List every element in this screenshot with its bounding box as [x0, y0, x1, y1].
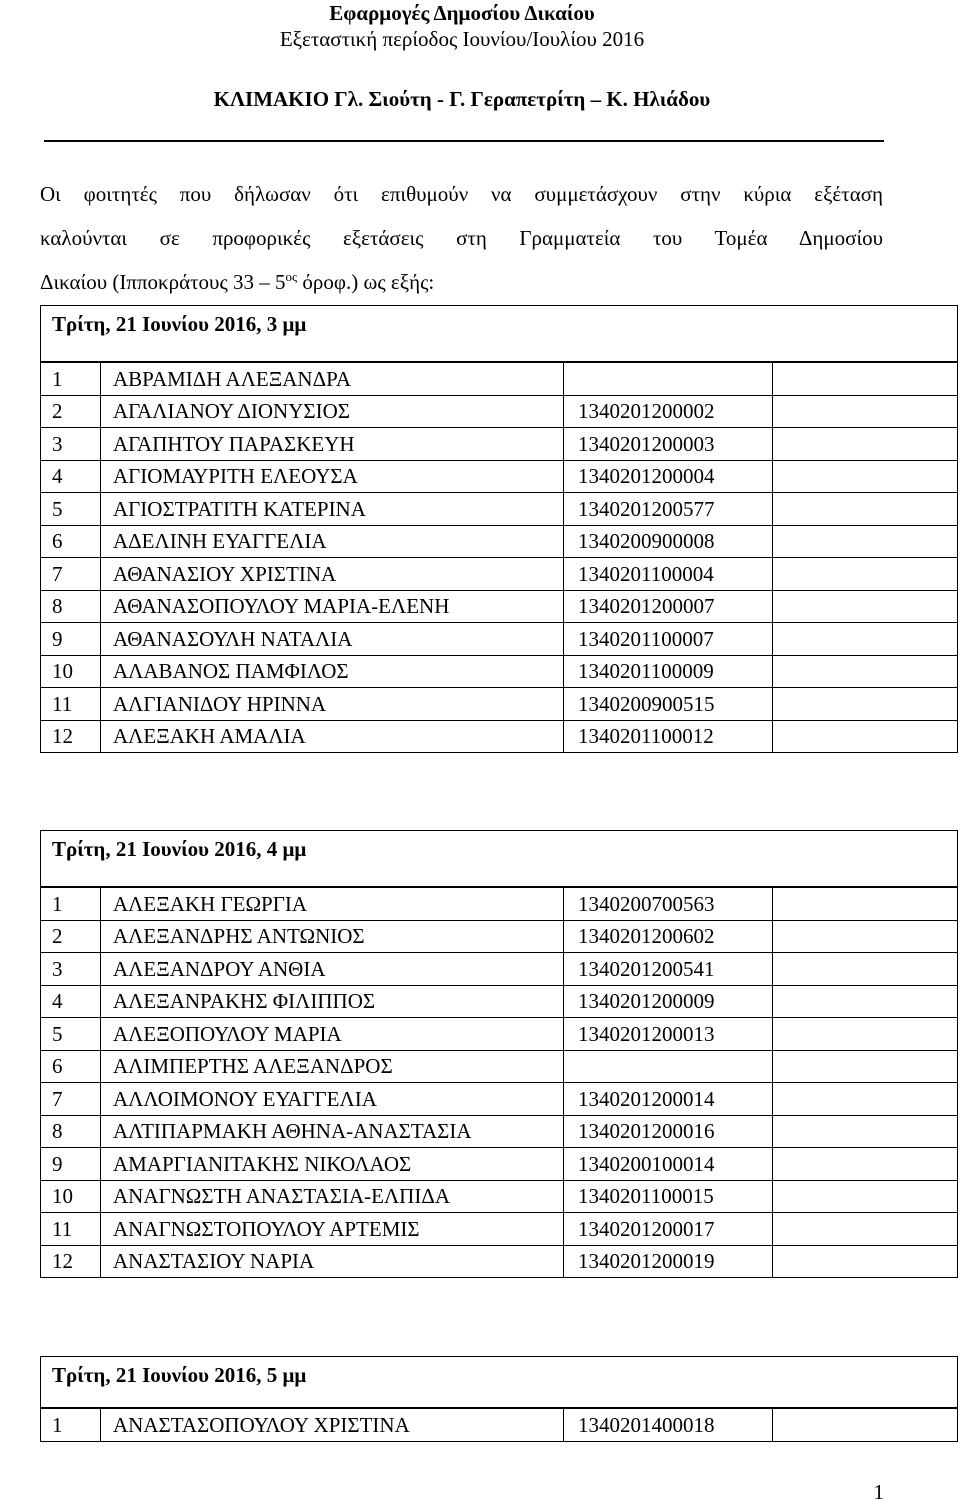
header-divider: [44, 140, 884, 142]
student-id: 1340201200577: [564, 493, 773, 526]
student-id: [564, 1050, 773, 1083]
row-number: 8: [41, 590, 101, 623]
student-id: 1340200100014: [564, 1148, 773, 1181]
row-number: 11: [41, 1213, 101, 1246]
student-id: [564, 363, 773, 396]
empty-cell: [773, 558, 958, 591]
row-number: 9: [41, 623, 101, 656]
row-number: 6: [41, 525, 101, 558]
empty-cell: [773, 1409, 958, 1442]
table-row: [41, 985, 958, 1018]
row-number: 6: [41, 1050, 101, 1083]
table-row: [41, 888, 958, 921]
student-name: ΑΘΑΝΑΣΟΠΟΥΛΟΥ ΜΑΡΙΑ-ΕΛΕΝΗ: [101, 590, 564, 623]
row-number: 2: [41, 920, 101, 953]
student-name: ΑΜΑΡΓΙΑΝΙΤΑΚΗΣ ΝΙΚΟΛΑΟΣ: [101, 1148, 564, 1181]
row-number: 11: [41, 688, 101, 721]
row-number: 2: [41, 395, 101, 428]
table-row: [41, 525, 958, 558]
student-id: 1340201200017: [564, 1213, 773, 1246]
student-id: 1340201200007: [564, 590, 773, 623]
student-id: 1340201200004: [564, 460, 773, 493]
row-number: 7: [41, 1083, 101, 1116]
student-name: ΑΘΑΝΑΣΙΟΥ ΧΡΙΣΤΙΝΑ: [101, 558, 564, 591]
student-name: ΑΛΕΞΑΚΗ ΑΜΑΛΙΑ: [101, 720, 564, 753]
session-table: [40, 1408, 958, 1442]
student-name: ΑΘΑΝΑΣΟΥΛΗ ΝΑΤΑΛΙΑ: [101, 623, 564, 656]
intro-line-2: καλούνται σε προφορικές εξετάσεις στη Γραμματεία του Τομέα Δημοσίου: [40, 226, 883, 250]
row-number: 7: [41, 558, 101, 591]
session-title: Τρίτη, 21 Ιουνίου 2016, 5 μμ: [40, 1356, 958, 1408]
student-name: ΑΝΑΣΤΑΣΟΠΟΥΛΟΥ ΧΡΙΣΤΙΝΑ: [101, 1409, 564, 1442]
student-id: 1340201200541: [564, 953, 773, 986]
student-name: ΑΛΙΜΠΕΡΤΗΣ ΑΛΕΞΑΝΔΡΟΣ: [101, 1050, 564, 1083]
empty-cell: [773, 1213, 958, 1246]
student-name: ΑΛΤΙΠΑΡΜΑΚΗ ΑΘΗΝΑ-ΑΝΑΣΤΑΣΙΑ: [101, 1115, 564, 1148]
row-number: 5: [41, 493, 101, 526]
empty-cell: [773, 1050, 958, 1083]
student-name: ΑΓΙΟΜΑΥΡΙΤΗ ΕΛΕΟΥΣΑ: [101, 460, 564, 493]
student-name: ΑΝΑΣΤΑΣΙΟΥ ΝΑΡΙΑ: [101, 1245, 564, 1278]
table-row: [41, 460, 958, 493]
empty-cell: [773, 920, 958, 953]
intro-line-1: Οι φοιτητές που δήλωσαν ότι επιθυμούν να συμμετάσχουν στην κύρια εξέταση: [40, 182, 883, 206]
empty-cell: [773, 655, 958, 688]
row-number: 12: [41, 1245, 101, 1278]
empty-cell: [773, 720, 958, 753]
empty-cell: [773, 590, 958, 623]
intro-line-3: [40, 260, 883, 304]
student-name: ΑΛΕΞΑΝΔΡΟΥ ΑΝΘΙΑ: [101, 953, 564, 986]
student-id: 1340201200002: [564, 395, 773, 428]
student-name: ΑΝΑΓΝΩΣΤΟΠΟΥΛΟΥ ΑΡΤΕΜΙΣ: [101, 1213, 564, 1246]
intro-line-3-end: όροφ.) ως εξής:: [297, 270, 435, 294]
table-row: [41, 428, 958, 461]
table-row: [41, 493, 958, 526]
table-row: [41, 1115, 958, 1148]
table-row: [41, 720, 958, 753]
committee-title: ΚΛΙΜΑΚΙΟ Γλ. Σιούτη - Γ. Γεραπετρίτη – Κ. Ηλιάδου: [213, 87, 711, 111]
empty-cell: [773, 1115, 958, 1148]
student-id: 1340201200014: [564, 1083, 773, 1116]
student-id: 1340200900008: [564, 525, 773, 558]
student-name: ΑΛΕΞΑΝΔΡΗΣ ΑΝΤΩΝΙΟΣ: [101, 920, 564, 953]
table-row: [41, 688, 958, 721]
floor-ordinal: ος: [285, 269, 298, 284]
table-row: [41, 623, 958, 656]
table-row: [41, 558, 958, 591]
student-name: ΑΛΓΙΑΝΙΔΟΥ ΗΡΙΝΝΑ: [101, 688, 564, 721]
student-id: 1340200700563: [564, 888, 773, 921]
row-number: 1: [41, 1409, 101, 1442]
student-id: 1340201100015: [564, 1180, 773, 1213]
intro-line-3-start: Δικαίου (Ιπποκράτους 33 – 5: [40, 270, 286, 294]
row-number: 4: [41, 460, 101, 493]
student-id: 1340201200003: [564, 428, 773, 461]
row-number: 8: [41, 1115, 101, 1148]
empty-cell: [773, 428, 958, 461]
row-number: 1: [41, 888, 101, 921]
session-title: Τρίτη, 21 Ιουνίου 2016, 3 μμ: [40, 305, 958, 362]
student-id: 1340200900515: [564, 688, 773, 721]
empty-cell: [773, 1245, 958, 1278]
student-name: ΑΒΡΑΜΙΔΗ ΑΛΕΞΑΝΔΡΑ: [101, 363, 564, 396]
session-title: Τρίτη, 21 Ιουνίου 2016, 4 μμ: [40, 830, 958, 887]
session-table: [40, 887, 958, 1278]
table-row: [41, 1409, 958, 1442]
table-row: [41, 1018, 958, 1051]
student-name: ΑΛΑΒΑΝΟΣ ΠΑΜΦΙΛΟΣ: [101, 655, 564, 688]
student-name: ΑΓΑΛΙΑΝΟΥ ΔΙΟΝΥΣΙΟΣ: [101, 395, 564, 428]
empty-cell: [773, 395, 958, 428]
empty-cell: [773, 525, 958, 558]
student-id: 1340201400018: [564, 1409, 773, 1442]
table-row: [41, 655, 958, 688]
student-name: ΑΝΑΓΝΩΣΤΗ ΑΝΑΣΤΑΣΙΑ-ΕΛΠΙΔΑ: [101, 1180, 564, 1213]
row-number: 3: [41, 953, 101, 986]
table-row: [41, 1213, 958, 1246]
row-number: 10: [41, 1180, 101, 1213]
student-name: ΑΛΕΞΑΝΡΑΚΗΣ ΦΙΛΙΠΠΟΣ: [101, 985, 564, 1018]
table-row: [41, 395, 958, 428]
row-number: 9: [41, 1148, 101, 1181]
empty-cell: [773, 888, 958, 921]
table-row: [41, 1245, 958, 1278]
table-row: [41, 920, 958, 953]
empty-cell: [773, 985, 958, 1018]
empty-cell: [773, 688, 958, 721]
exam-period: Εξεταστική περίοδος Ιουνίου/Ιουλίου 2016: [279, 27, 645, 51]
student-name: ΑΔΕΛΙΝΗ ΕΥΑΓΓΕΛΙΑ: [101, 525, 564, 558]
intro-paragraph: [40, 172, 883, 304]
session-block-1: [40, 305, 958, 753]
row-number: 3: [41, 428, 101, 461]
empty-cell: [773, 953, 958, 986]
row-number: 5: [41, 1018, 101, 1051]
course-title: Εφαρμογές Δημοσίου Δικαίου: [329, 1, 595, 25]
empty-cell: [773, 1180, 958, 1213]
student-id: 1340201200016: [564, 1115, 773, 1148]
row-number: 1: [41, 363, 101, 396]
table-row: [41, 1180, 958, 1213]
page-number: 1: [873, 1480, 884, 1504]
student-id: 1340201100004: [564, 558, 773, 591]
empty-cell: [773, 1083, 958, 1116]
empty-cell: [773, 493, 958, 526]
student-id: 1340201100007: [564, 623, 773, 656]
row-number: 4: [41, 985, 101, 1018]
table-row: [41, 953, 958, 986]
student-name: ΑΛΛΟΙΜΟΝΟΥ ΕΥΑΓΓΕΛΙΑ: [101, 1083, 564, 1116]
student-id: 1340201200602: [564, 920, 773, 953]
student-id: 1340201200013: [564, 1018, 773, 1051]
empty-cell: [773, 460, 958, 493]
student-id: 1340201200009: [564, 985, 773, 1018]
student-name: ΑΛΕΞΑΚΗ ΓΕΩΡΓΙΑ: [101, 888, 564, 921]
session-block-2: [40, 830, 958, 1278]
session-block-3: [40, 1356, 958, 1442]
empty-cell: [773, 623, 958, 656]
student-id: 1340201200019: [564, 1245, 773, 1278]
table-row: [41, 590, 958, 623]
table-row: [41, 1083, 958, 1116]
table-row: [41, 1050, 958, 1083]
student-name: ΑΓΙΟΣΤΡΑΤΙΤΗ ΚΑΤΕΡΙΝΑ: [101, 493, 564, 526]
student-id: 1340201100009: [564, 655, 773, 688]
table-row: [41, 363, 958, 396]
session-table: [40, 362, 958, 753]
row-number: 12: [41, 720, 101, 753]
empty-cell: [773, 363, 958, 396]
student-name: ΑΛΕΞΟΠΟΥΛΟΥ ΜΑΡΙΑ: [101, 1018, 564, 1051]
student-name: ΑΓΑΠΗΤΟΥ ΠΑΡΑΣΚΕΥΗ: [101, 428, 564, 461]
empty-cell: [773, 1018, 958, 1051]
table-row: [41, 1148, 958, 1181]
student-id: 1340201100012: [564, 720, 773, 753]
row-number: 10: [41, 655, 101, 688]
empty-cell: [773, 1148, 958, 1181]
